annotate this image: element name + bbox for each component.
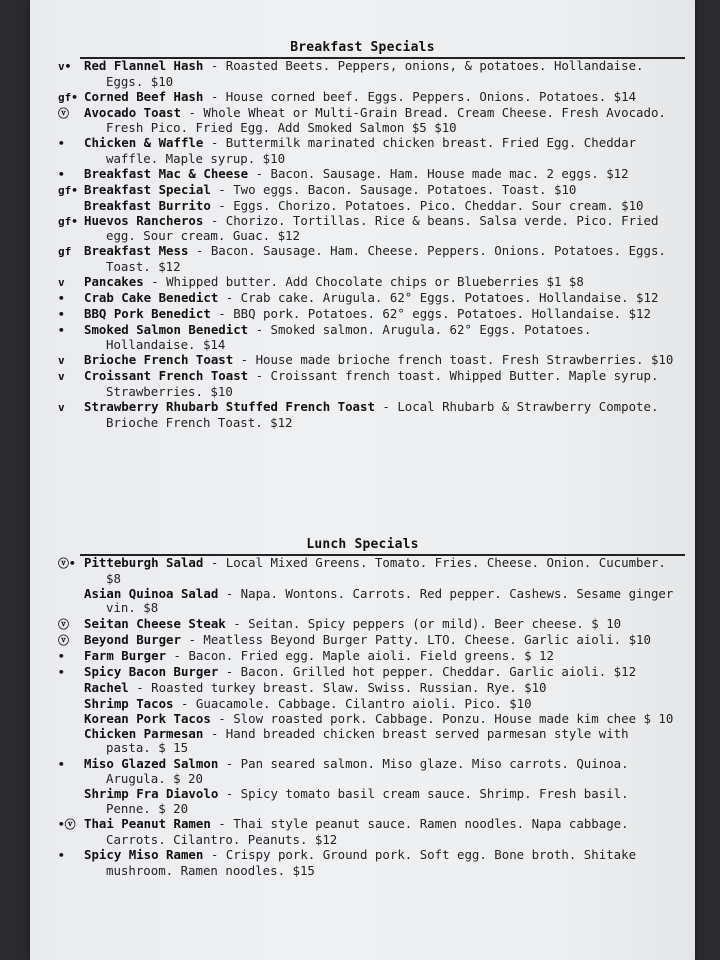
item-name: Pitteburgh Salad (84, 555, 204, 570)
item-name: Spicy Bacon Burger (84, 664, 219, 680)
item-name: Chicken & Waffle (84, 135, 204, 151)
breakfast-items (30, 59, 695, 430)
item-description: - Whole Wheat or Multi-Grain Bread. Cream Cheese. Fresh Avocado. Fresh Pico. Fried Egg. Add Smoked Salmon $5 $10 (106, 104, 666, 136)
breakfast-specials-section (30, 40, 695, 431)
breakfast-title: Breakfast Specials (290, 40, 435, 55)
item-name: Korean Pork Tacos (84, 710, 211, 726)
item-name: Miso Glazed Salmon (84, 755, 219, 771)
item-description: - Meatless Beyond Burger Patty. LTO. Cheese. Garlic aioli. $10 (180, 631, 651, 647)
item-name: Avocado Toast (84, 104, 181, 120)
breakfast-menu-item: v Pancakes - Whipped butter. Add Chocolate chips or Blueberries $1 $8 (58, 273, 584, 289)
item-name: Asian Quinoa Salad (84, 585, 219, 601)
item-name: Brioche French Toast (84, 352, 234, 368)
item-name: Huevos Rancheros (84, 212, 204, 228)
item-name: Corned Beef Hash (84, 88, 204, 104)
breakfast-menu-item: • Crab Cake Benedict - Crab cake. Arugula. 62° Eggs. Potatoes. Hollandaise. $12 (58, 289, 659, 305)
item-name: Seitan Cheese Steak (84, 615, 226, 631)
item-description: - Eggs. Chorizo. Potatoes. Pico. Cheddar. Sour cream. $10 (210, 197, 644, 213)
item-description: - House made brioche french toast. Fresh Strawberries. $10 (233, 352, 674, 368)
item-description: - Pan seared salmon. Miso glaze. Miso carrots. Quinoa. Arugula. $ 20 (106, 755, 629, 787)
item-description: - Roasted Beets. Peppers, onions, & potatoes. Hollandaise. Eggs. $10 (106, 58, 644, 89)
item-name: Shrimp Tacos (84, 695, 174, 711)
lunch-menu-item (30, 587, 695, 616)
breakfast-menu-item: v Strawberry Rhubarb Stuffed French Toast - Local Rhubarb & Strawberry Compote. Brioche French Toast. $12 (58, 398, 659, 430)
breakfast-menu-item: v• Red Flannel Hash - Roasted Beets. Peppers, onions, & potatoes. Hollandaise. Eggs. $10 (58, 58, 644, 89)
lunch-menu-item: • Farm Burger - Bacon. Fried egg. Maple aioli. Field greens. $ 12 (58, 647, 554, 663)
lunch-menu-item: •ⓥ Thai Peanut Ramen - Thai style peanut sauce. Ramen noodles. Napa cabbage. Carrots. Cilantro. Peanuts. $12 (58, 816, 629, 847)
lunch-items (30, 556, 695, 878)
item-name: Breakfast Mess (84, 243, 189, 259)
item-description: - Bacon. Grilled hot pepper. Cheddar. Garlic aioli. $12 (218, 664, 637, 680)
item-name: Shrimp Fra Diavolo (84, 786, 219, 802)
lunch-menu-item: ⓥ• Pitteburgh Salad - Local Mixed Greens. Tomato. Fries. Cheese. Onion. Cucumber. $8 (58, 555, 666, 586)
item-name: Strawberry Rhubarb Stuffed French Toast (84, 398, 375, 414)
item-description: - Spicy tomato basil cream sauce. Shrimp. Fresh basil. Penne. $ 20 (106, 786, 629, 817)
item-description: - Two eggs. Bacon. Sausage. Potatoes. Toast. $10 (210, 181, 577, 197)
item-description: - House corned beef. Eggs. Peppers. Onions. Potatoes. $14 (203, 88, 637, 104)
lunch-menu-item (30, 787, 695, 816)
breakfast-menu-item: v Croissant French Toast - Croissant french toast. Whipped Butter. Maple syrup. Strawberries. $10 (58, 368, 659, 399)
lunch-specials-section (30, 537, 695, 879)
item-description: - Bacon. Fried egg. Maple aioli. Field greens. $ 12 (166, 647, 554, 663)
item-description: - Guacamole. Cabbage. Cilantro aioli. Pico. $10 (173, 695, 532, 711)
item-description: - Croissant french toast. Whipped Butter. Maple syrup. Strawberries. $10 (106, 368, 659, 399)
item-description: - Whipped butter. Add Chocolate chips or Blueberries $1 $8 (143, 273, 584, 289)
item-description: - Buttermilk marinated chicken breast. Fried Egg. Cheddar waffle. Maple syrup. $10 (106, 135, 637, 166)
breakfast-menu-item: gf• Corned Beef Hash - House corned beef. Eggs. Peppers. Onions. Potatoes. $14 (58, 88, 637, 104)
breakfast-menu-item: v Brioche French Toast - House made brioche french toast. Fresh Strawberries. $10 (58, 352, 674, 368)
lunch-menu-item: ⓥ Seitan Cheese Steak - Seitan. Spicy peppers (or mild). Beer cheese. $ 10 (58, 615, 622, 631)
lunch-menu-item (30, 727, 695, 756)
item-description: - Smoked salmon. Arugula. 62° Eggs. Potatoes. Hollandaise. $14 (106, 321, 592, 353)
item-name: Smoked Salmon Benedict (84, 321, 249, 337)
item-description: - Chorizo. Tortillas. Rice & beans. Salsa verde. Pico. Fried egg. Sour cream. Guac. $12 (106, 212, 659, 244)
menu-paper (30, 0, 695, 960)
item-description: - Napa. Wontons. Carrots. Red pepper. Cashews. Sesame ginger vin. $8 (106, 585, 674, 616)
item-description: - Thai style peanut sauce. Ramen noodles. Napa cabbage. Carrots. Cilantro. Peanuts. $12 (106, 816, 629, 847)
lunch-menu-item (30, 697, 695, 712)
item-name: Chicken Parmesan (84, 725, 204, 741)
breakfast-menu-item: • Smoked Salmon Benedict - Smoked salmon. Arugula. 62° Eggs. Potatoes. Hollandaise. $14 (58, 321, 592, 353)
item-description: - Bacon. Sausage. Ham. Cheese. Peppers. Onions. Potatoes. Eggs. Toast. $12 (106, 243, 666, 274)
item-description: - Seitan. Spicy peppers (or mild). Beer cheese. $ 10 (225, 615, 622, 631)
item-name: Breakfast Burrito (84, 197, 211, 213)
item-name: Farm Burger (84, 647, 167, 663)
lunch-menu-item: ⓥ Beyond Burger - Meatless Beyond Burger Patty. LTO. Cheese. Garlic aioli. $10 (58, 631, 651, 647)
lunch-menu-item (30, 681, 695, 696)
breakfast-menu-item: gf• Huevos Rancheros - Chorizo. Tortillas. Rice & beans. Salsa verde. Pico. Fried egg. Sour cream. Guac. $12 (58, 212, 659, 244)
breakfast-menu-item: gf Breakfast Mess - Bacon. Sausage. Ham. Cheese. Peppers. Onions. Potatoes. Eggs. Toast. $12 (58, 243, 666, 274)
breakfast-menu-item (30, 199, 695, 214)
item-description: - Roasted turkey breast. Slaw. Swiss. Russian. Rye. $10 (128, 680, 547, 696)
lunch-title: Lunch Specials (306, 537, 419, 552)
item-description: - Hand breaded chicken breast served parmesan style with pasta. $ 15 (106, 725, 629, 756)
item-name: Crab Cake Benedict (84, 289, 219, 305)
item-description: - Crispy pork. Ground pork. Soft egg. Bone broth. Shitake mushroom. Ramen noodles. $15 (106, 847, 637, 878)
item-description: - Local Mixed Greens. Tomato. Fries. Cheese. Onion. Cucumber. $8 (106, 555, 666, 586)
item-name: Red Flannel Hash (84, 58, 204, 73)
lunch-menu-item: • Spicy Bacon Burger - Bacon. Grilled hot pepper. Cheddar. Garlic aioli. $12 (58, 664, 637, 680)
item-name: Croissant French Toast (84, 368, 249, 384)
breakfast-menu-item: ⓥ Avocado Toast - Whole Wheat or Multi-Grain Bread. Cream Cheese. Fresh Avocado. Fresh Pico. Fried Egg. Add Smoked Salmon $5 $10 (58, 104, 666, 136)
item-name: Pancakes (84, 273, 144, 289)
item-description: - Slow roasted pork. Cabbage. Ponzu. House made kim chee $ 10 (210, 710, 674, 726)
item-description: - Local Rhubarb & Strawberry Compote. Brioche French Toast. $12 (106, 398, 659, 430)
item-name: Thai Peanut Ramen (84, 816, 211, 832)
breakfast-menu-item: gf• Breakfast Special - Two eggs. Bacon. Sausage. Potatoes. Toast. $10 (58, 181, 577, 197)
breakfast-menu-item: • Breakfast Mac & Cheese - Bacon. Sausage. Ham. House made mac. 2 eggs. $12 (58, 165, 629, 181)
lunch-menu-item (30, 712, 695, 727)
lunch-menu-item: • Spicy Miso Ramen - Crispy pork. Ground pork. Soft egg. Bone broth. Shitake mushroom. Ramen noodles. $15 (58, 847, 637, 878)
item-name: Breakfast Special (84, 181, 211, 197)
item-name: Spicy Miso Ramen (84, 847, 204, 862)
breakfast-menu-item: • Chicken & Waffle - Buttermilk marinated chicken breast. Fried Egg. Cheddar waffle. Maple syrup. $10 (58, 135, 637, 166)
item-name: BBQ Pork Benedict (84, 305, 211, 321)
item-description: - Bacon. Sausage. Ham. House made mac. 2 eggs. $12 (248, 165, 629, 181)
item-name: Beyond Burger (84, 631, 181, 647)
item-description: - Crab cake. Arugula. 62° Eggs. Potatoes. Hollandaise. $12 (218, 289, 659, 305)
item-description: - BBQ pork. Potatoes. 62° eggs. Potatoes. Hollandaise. $12 (210, 305, 651, 321)
item-name: Breakfast Mac & Cheese (84, 165, 249, 181)
lunch-menu-item: • Miso Glazed Salmon - Pan seared salmon. Miso glaze. Miso carrots. Quinoa. Arugula. $ 20 (58, 755, 629, 787)
breakfast-menu-item: • BBQ Pork Benedict - BBQ pork. Potatoes. 62° eggs. Potatoes. Hollandaise. $12 (58, 305, 651, 321)
item-name: Rachel (84, 680, 129, 696)
